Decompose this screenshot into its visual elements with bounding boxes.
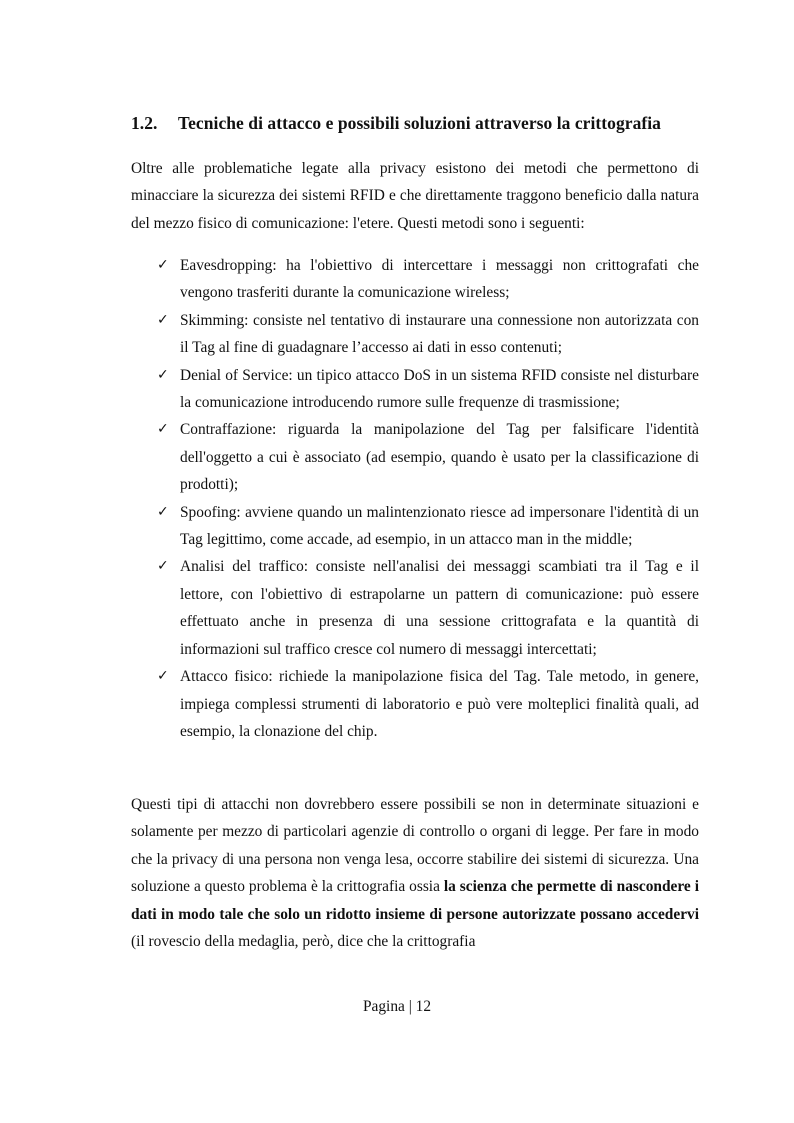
conclusion-text-after: (il rovescio della medaglia, però, dice che la crittografia (131, 933, 476, 951)
list-item-text: Attacco fisico: richiede la manipolazione fisica del Tag. Tale metodo, in genere, impiega complessi strumenti di laboratorio e può vere molteplici finalità quali, ad esempio, la clonazione del chip. (180, 668, 699, 740)
intro-paragraph: Oltre alle problematiche legate alla privacy esistono dei metodi che permettono di minacciare la sicurezza dei sistemi RFID e che direttamente traggono beneficio dalla natura del mezzo fisico di comunicazione: l'etere. Questi metodi sono i seguenti: (131, 160, 699, 232)
check-mark-icon: ✓ (157, 503, 169, 520)
check-mark-icon: ✓ (157, 366, 169, 383)
page-footer (0, 998, 794, 1016)
list-item (157, 252, 699, 307)
page-number: Pagina | 12 (362, 998, 432, 1015)
list-item (157, 307, 699, 362)
check-mark-icon: ✓ (157, 421, 169, 438)
crypto-definition: la scienza che permette di nascondere i dati in modo tale che solo un ridotto insieme di persone autorizzate possano accedervi (131, 878, 700, 923)
check-mark-icon: ✓ (157, 668, 169, 685)
list-item-text: Eavesdropping: ha l'obiettivo di intercettare i messaggi non crittografati che vengono trasferiti durante la comunicazione wireless; (180, 257, 699, 302)
check-mark-icon: ✓ (157, 311, 169, 328)
list-item-text: Denial of Service: un tipico attacco DoS in un sistema RFID consiste nel disturbare la comunicazione introducendo rumore sulle frequenze di trasmissione; (180, 366, 699, 412)
list-item (157, 362, 699, 417)
conclusion-paragraph (131, 791, 699, 955)
check-mark-icon: ✓ (157, 558, 169, 575)
list-item-text: Contraffazione: riguarda la manipolazione del Tag per falsificare l'identità dell'oggetto a cui è associato (ad esempio, quando è usato per la classificazione di prodotti); (180, 421, 699, 494)
list-item-text: Spoofing: avviene quando un malintenzionato riesce ad impersonare l'identità di un Tag legittimo, come accade, ad esempio, in un attacco man in the middle; (180, 503, 699, 549)
attack-list (157, 252, 699, 745)
list-item (157, 553, 699, 663)
list-item (157, 499, 699, 554)
list-item (157, 416, 699, 498)
list-item (157, 663, 699, 745)
section-number: 1.2. (131, 113, 158, 133)
conclusion-text-before: Questi tipi di attacchi non dovrebbero essere possibili se non in determinate situazioni e solamente per mezzo di particolari agenzie di controllo o organi di legge. Per fare in modo che la privacy di una persona non venga lesa, occorre stabilire dei sistemi di sicurezza. Una soluzione a questo problema è la crittografia ossia (131, 796, 699, 896)
section-title: Tecniche di attacco e possibili soluzioni attraverso la crittografia (178, 113, 661, 133)
list-item-text: Analisi del traffico: consiste nell'analisi dei messaggi scambiati tra il Tag e il lettore, con l'obiettivo di estrapolarne un pattern di comunicazione: può essere effettuato anche in presenza di una sessione crittografata e la quantità di informazioni sul traffico cresce col numero di messaggi intercettati; (180, 558, 699, 658)
section-heading (131, 113, 731, 134)
list-item-text: Skimming: consiste nel tentativo di instaurare una connessione non autorizzata con il Tag al fine di guadagnare l’accesso ai dati in esso contenuti; (180, 311, 699, 357)
check-mark-icon: ✓ (157, 257, 169, 273)
